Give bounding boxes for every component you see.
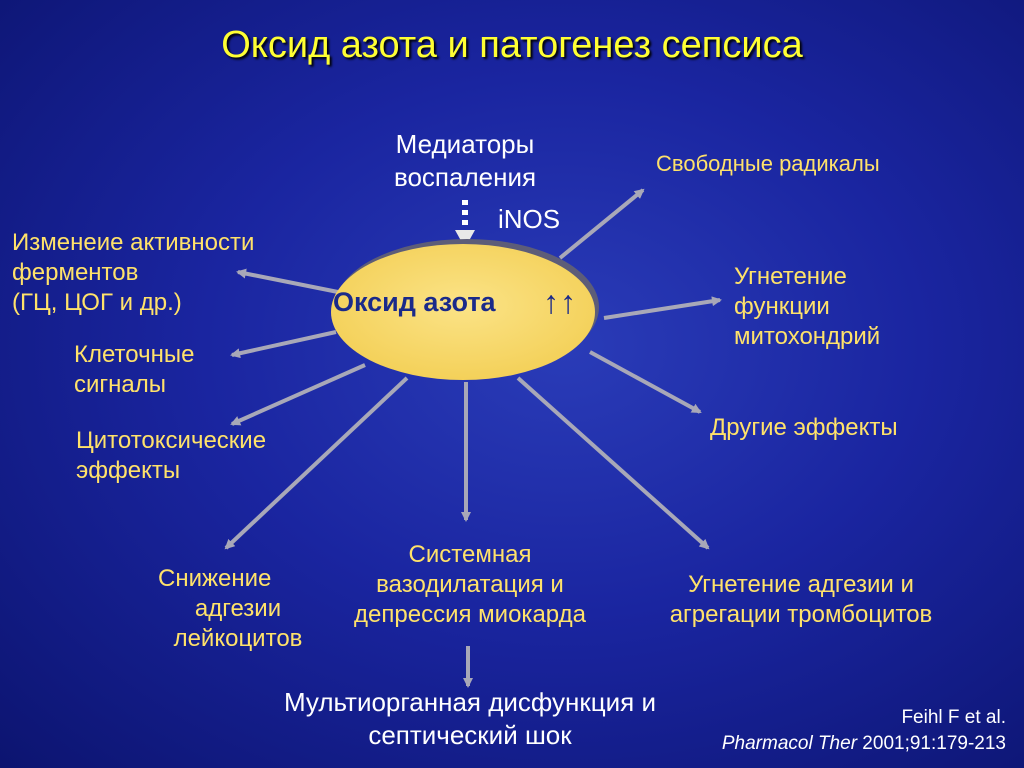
mitochondria-label [734, 262, 880, 352]
vasodilation-line3: депрессия миокарда [354, 601, 586, 628]
vasodilation-line1: Системная [408, 541, 532, 568]
outcome-label [180, 686, 760, 751]
citation-source [722, 732, 1006, 756]
mitochondria-line1: Угнетение [734, 263, 847, 290]
increase-arrows-glyph: ↑↑ [543, 284, 577, 320]
leukocytes-line1: Снижение [158, 565, 272, 592]
outcome-line2: септический шок [368, 719, 572, 750]
cell-signals-line1: Клеточные [74, 341, 195, 368]
mitochondria-line3: митохондрий [734, 323, 881, 350]
leukocytes-line2: адгезии [194, 595, 282, 622]
leukocytes-label [148, 564, 328, 654]
cytotoxic-line2: эффекты [76, 457, 181, 484]
arrow-cytotoxic [232, 365, 365, 424]
mediators-label [355, 128, 575, 193]
arrow-free-radicals [560, 190, 643, 258]
leukocytes-line3: лейкоцитов [173, 625, 303, 652]
mediators-line2: воспаления [393, 161, 537, 192]
arrow-mitochondria [604, 300, 720, 318]
other-effects-label: Другие эффекты [710, 414, 898, 441]
outcome-line1: Мультиорганная дисфункция и [283, 687, 657, 717]
mediators-line1: Медиаторы [395, 129, 535, 159]
free-radicals-label: Свободные радикалы [656, 151, 880, 176]
citation [722, 706, 1006, 756]
cytotoxic-label [76, 426, 266, 486]
enzymes-line2: ферментов [12, 259, 139, 286]
enzymes-line3: (ГЦ, ЦОГ и др.) [12, 289, 182, 316]
cytotoxic-line1: Цитотоксические [76, 427, 267, 454]
inos-label: iNOS [498, 204, 561, 234]
central-node-label: Оксид азота [333, 287, 496, 317]
platelets-label [640, 570, 962, 630]
arrow-other-effects [590, 352, 700, 412]
cell-signals-label [74, 340, 194, 400]
platelets-line1: Угнетение адгезии и [688, 571, 914, 598]
slide-title: Оксид азота и патогенез сепсиса [221, 24, 803, 66]
citation-journal: Pharmacol Ther [721, 732, 858, 754]
enzymes-line1: Изменеие активности [12, 229, 255, 256]
citation-details: 2001;91:179-213 [857, 732, 1006, 754]
arrow-platelets [518, 378, 708, 548]
arrow-cell-signals [232, 332, 336, 355]
cell-signals-line2: сигналы [74, 371, 167, 398]
citation-authors: Feihl F et al. [901, 707, 1006, 728]
enzymes-label [12, 228, 254, 318]
increase-arrows-icon [543, 282, 577, 322]
vasodilation-line2: вазодилатация и [376, 571, 564, 598]
vasodilation-label [320, 540, 620, 630]
platelets-line2: агрегации тромбоцитов [669, 601, 933, 628]
central-node [333, 286, 496, 320]
mitochondria-line2: функции [734, 293, 830, 320]
